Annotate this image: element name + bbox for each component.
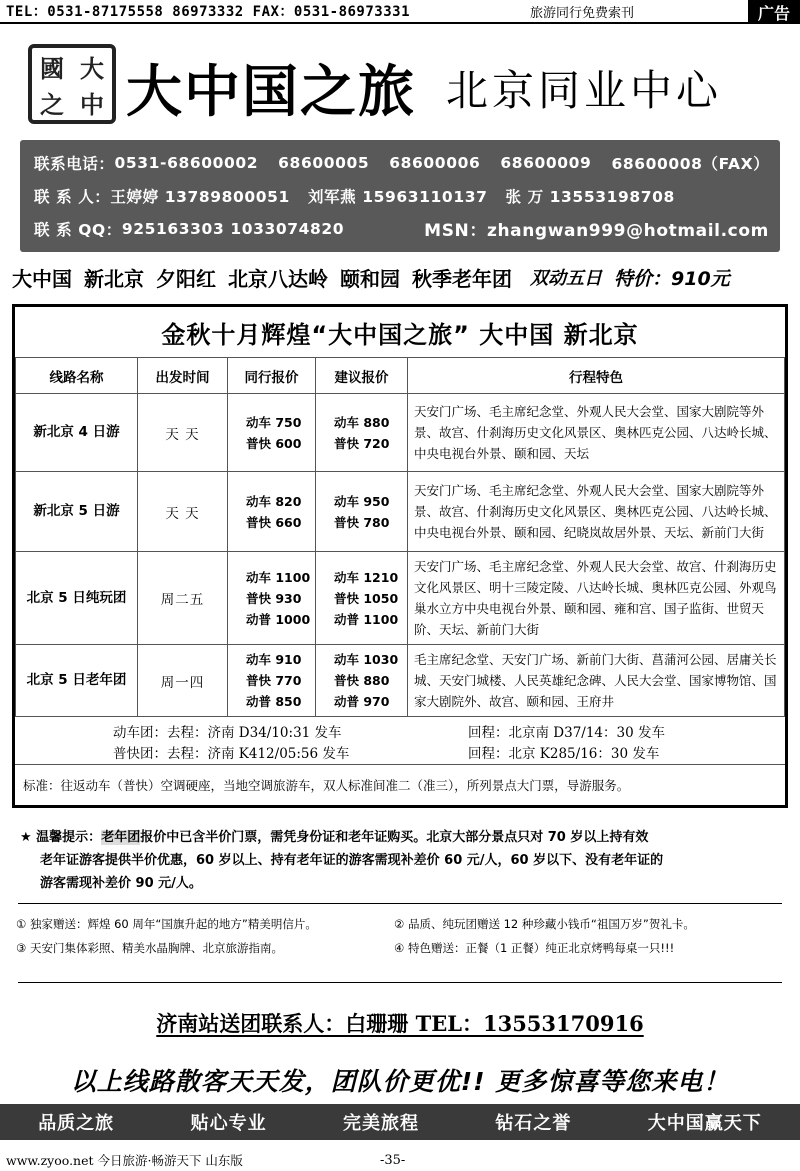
tips-line: 游客需现补差价 90 元/人。 — [40, 876, 202, 891]
column-header: 建议报价 — [316, 358, 408, 394]
footer-item: 品质之旅 — [38, 1113, 115, 1134]
departure-cell: 周二五 — [138, 552, 228, 645]
suggest-price-cell — [316, 552, 408, 645]
price-line: 动车 1030 — [334, 652, 399, 667]
contact-person: 张 万 13553198708 — [505, 187, 675, 206]
page-number: -35- — [380, 1152, 406, 1168]
suggest-price-cell — [316, 394, 408, 472]
transport-type: 双动五日 — [530, 268, 602, 289]
slogan: 以上线路散客天天发，团队价更优!! 更多惊喜等您来电！ — [70, 1067, 730, 1096]
route-name: 秋季老年团 — [412, 266, 512, 291]
route-line — [12, 262, 796, 292]
phone-row — [34, 146, 770, 179]
route-name-cell: 新北京 4 日游 — [16, 394, 138, 472]
departure-cell: 天 天 — [138, 394, 228, 472]
itinerary-cell: 天安门广场、毛主席纪念堂、外观人民大会堂、故宫、什刹海历史文化风景区、明十三陵定陵、八达岭长城、奥林匹克公园、外观鸟巢水立方中央电视台外景、颐和园、雍和宫、国子监街、世贸天阶、天坛、新前门大街 — [408, 552, 785, 645]
itinerary-cell: 毛主席纪念堂、天安门广场、新前门大街、菖蒲河公园、居庸关长城、天安门城楼、人民英雄纪念碑、人民大会堂、国家博物馆、国家大剧院外、故宫、颐和园、王府井 — [408, 645, 785, 717]
footer-item: 贴心专业 — [190, 1113, 267, 1134]
price-line: 普快 600 — [246, 435, 302, 451]
price-line: 普快 1050 — [334, 590, 399, 606]
site-info: www.zyoo.net 今日旅游·畅游天下 山东版 — [6, 1153, 243, 1168]
gift-item: ① 独家赠送：辉煌 60 周年“国旗升起的地方”精美明信片。 — [16, 917, 317, 931]
price-line: 普快 720 — [334, 435, 390, 451]
route-name: 夕阳红 — [156, 266, 216, 291]
tips-prefix: ★ 温馨提示： — [20, 830, 102, 845]
table-title: 金秋十月辉煌“大中国之旅” 大中国 新北京 — [161, 320, 639, 349]
route-name-cell: 北京 5 日老年团 — [16, 645, 138, 717]
itinerary-box — [12, 304, 788, 808]
price-line: 动车 820 — [246, 493, 302, 509]
peer-price-cell — [228, 472, 316, 552]
footer-item: 完美旅程 — [342, 1113, 419, 1134]
divider — [18, 982, 782, 983]
msn-address: MSN：zhangwan999@hotmail.com — [424, 221, 769, 241]
price-line: 普快 930 — [246, 590, 302, 606]
seal-char: 之 — [40, 89, 64, 119]
gift-item: ④ 特色赠送：正餐（1 正餐）纯正北京烤鸭每桌一只!!! — [394, 941, 675, 955]
price-line: 动车 910 — [246, 652, 302, 667]
contact-person: 王婷婷 13789800051 — [110, 187, 290, 206]
ad-badge: 广告 — [748, 0, 800, 24]
person-label: 联 系 人： — [34, 187, 111, 206]
price-line: 动车 1100 — [246, 569, 311, 585]
seal-char: 國 — [40, 53, 64, 83]
price-line: 动普 970 — [334, 694, 390, 709]
itinerary-cell: 天安门广场、毛主席纪念堂、外观人民大会堂、国家大剧院等外景、故宫、什刹海历史文化风景区、奥林匹克公园、八达岭长城、中央电视台外景、颐和园、纪晓岚故居外景、天坛、新前门大街 — [408, 472, 785, 552]
table-row — [16, 645, 785, 717]
contact-person: 刘军燕 15963110137 — [307, 187, 488, 206]
divider — [18, 903, 782, 904]
price-line: 动普 850 — [246, 694, 302, 709]
table-row — [16, 552, 785, 645]
price-line: 动车 1210 — [334, 569, 399, 585]
brand-subtitle: 北京同业中心 — [446, 66, 723, 115]
people-row — [34, 179, 766, 212]
train-line — [15, 741, 785, 762]
footer-item: 钻石之誉 — [495, 1113, 572, 1134]
price-line: 动普 1100 — [334, 611, 399, 627]
column-header: 同行报价 — [228, 358, 316, 394]
column-header: 出发时间 — [138, 358, 228, 394]
train-line — [15, 720, 785, 741]
table-row — [16, 394, 785, 472]
gift-line — [16, 912, 786, 936]
route-name-cell: 新北京 5 日游 — [16, 472, 138, 552]
column-header: 行程特色 — [408, 358, 785, 394]
qq-label: 联 系 QQ： — [34, 220, 122, 239]
suggest-price-cell — [316, 472, 408, 552]
route-name: 北京八达岭 — [228, 266, 328, 291]
qq-row — [34, 212, 769, 245]
price-line: 普快 770 — [246, 673, 302, 688]
price-line: 普快 660 — [246, 514, 302, 530]
tips-text: 报价中已含半价门票，需凭身份证和老年证购买。北京大部分景点只对 70 岁以上持有效 — [140, 830, 649, 845]
gift-item: ③ 天安门集体彩照、精美水晶胸牌、北京旅游指南。 — [16, 941, 283, 955]
phone-number: 68600009 — [500, 153, 592, 172]
seal-logo — [28, 44, 116, 124]
gift-line — [16, 936, 786, 960]
route-name-cell: 北京 5 日纯玩团 — [16, 552, 138, 645]
special-price: 特价：910元 — [614, 267, 730, 290]
route-name: 新北京 — [84, 266, 144, 291]
topbar-index: 旅游同行免费索刊 — [530, 5, 635, 21]
suggest-price-cell — [316, 645, 408, 717]
column-header: 线路名称 — [16, 358, 138, 394]
phone-number: 68600008（FAX） — [611, 154, 770, 173]
bottom-line — [0, 1149, 800, 1171]
peer-price-cell — [228, 552, 316, 645]
top-bar — [0, 0, 800, 24]
jinan-contact-text: 济南站送团联系人：白珊珊 TEL：13553170916 — [156, 1011, 644, 1036]
qq-numbers: 925163303 1033074820 — [121, 219, 345, 238]
jinan-contact — [0, 1008, 800, 1038]
header — [0, 30, 800, 140]
phone-number: 0531-68600002 — [114, 153, 259, 172]
price-line: 普快 780 — [334, 514, 390, 530]
return-train: 回程：北京 K285/16：30 发车 — [468, 745, 660, 762]
route-name: 颐和园 — [340, 266, 400, 291]
tips-highlight: 老年团 — [101, 830, 141, 845]
table-header-row — [16, 358, 785, 394]
return-train: 回程：北京南 D37/14：30 发车 — [468, 724, 665, 741]
tips-section — [20, 826, 790, 895]
phone-number: 68600006 — [389, 153, 481, 172]
itinerary-table — [15, 357, 785, 717]
outbound-train: 动车团：去程：济南 D34/10:31 发车 — [113, 724, 342, 741]
departure-cell: 周一四 — [138, 645, 228, 717]
service-standard: 标准：往返动车（普快）空调硬座，当地空调旅游车，双人标准间准二（准三），所列景点大门票，导游服务。 — [23, 778, 630, 793]
train-schedule — [15, 717, 785, 765]
departure-cell: 天 天 — [138, 472, 228, 552]
price-line: 动车 950 — [334, 493, 390, 509]
gift-item: ② 品质、纯玩团赠送 12 种珍藏小钱币“祖国万岁”贺礼卡。 — [394, 917, 695, 931]
peer-price-cell — [228, 645, 316, 717]
phone-label: 联系电话： — [34, 154, 115, 173]
itinerary-cell: 天安门广场、毛主席纪念堂、外观人民大会堂、国家大剧院等外景、故宫、什刹海历史文化风景区、奥林匹克公园、八达岭长城、中央电视台外景、颐和园、天坛 — [408, 394, 785, 472]
peer-price-cell — [228, 394, 316, 472]
topbar-contact: TEL：0531-87175558 86973332 FAX：0531-86973331 — [6, 4, 411, 20]
footer-bar — [0, 1104, 800, 1140]
route-name: 大中国 — [12, 266, 72, 291]
footer-item: 大中国赢天下 — [647, 1113, 762, 1134]
price-line: 动车 750 — [246, 414, 302, 430]
price-line: 普快 880 — [334, 673, 390, 688]
gifts-section — [16, 912, 786, 960]
seal-char: 中 — [80, 89, 104, 119]
tips-line — [20, 826, 790, 849]
tips-line: 老年证游客提供半价优惠，60 岁以上、持有老年证的游客需现补差价 60 元/人，60 岁以下、没有老年证的 — [40, 853, 664, 868]
phone-number: 68600005 — [278, 153, 370, 172]
brand-title: 大中国之旅 — [126, 60, 416, 125]
seal-char: 大 — [80, 53, 104, 83]
outbound-train: 普快团：去程：济南 K412/05:56 发车 — [113, 745, 350, 762]
price-line: 动普 1000 — [246, 611, 311, 627]
price-line: 动车 880 — [334, 414, 390, 430]
contact-box — [20, 140, 780, 252]
table-row — [16, 472, 785, 552]
